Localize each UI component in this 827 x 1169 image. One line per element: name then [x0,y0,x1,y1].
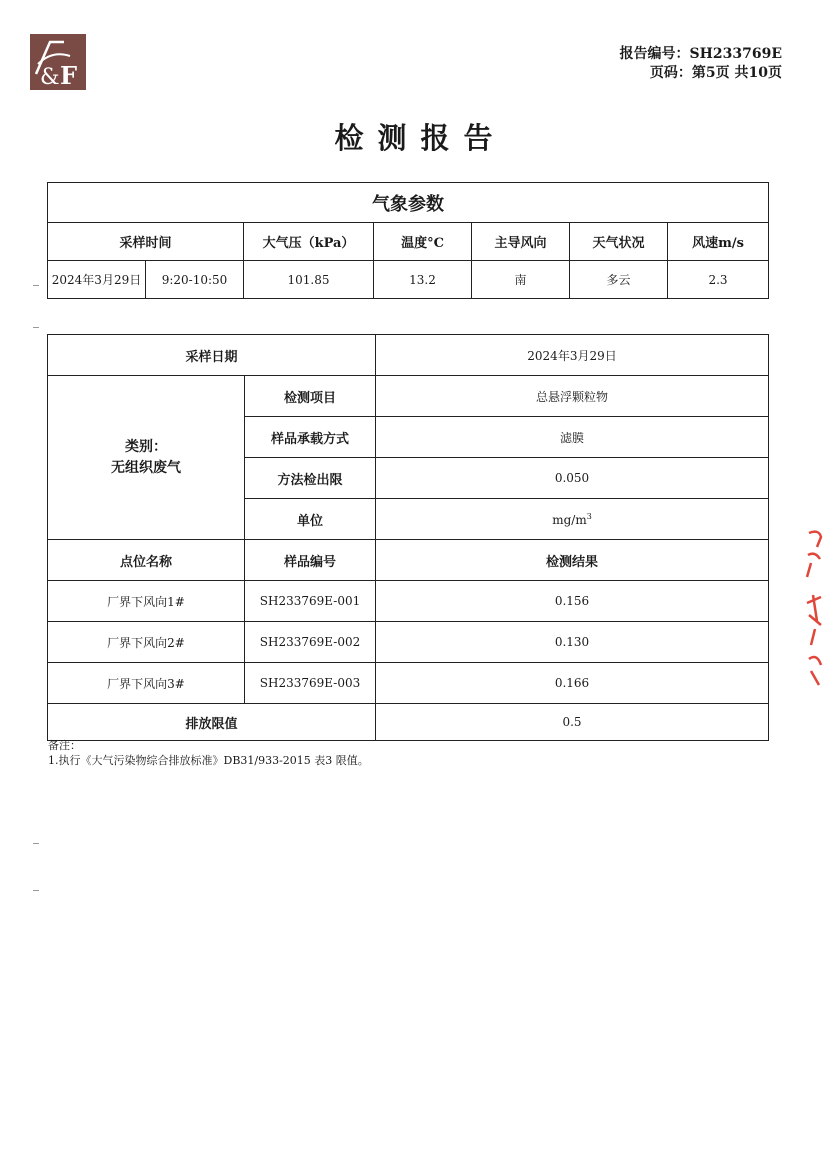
margin-mark [33,327,39,328]
emission-limit-value: 0.5 [376,704,769,741]
weather-condition: 多云 [570,261,668,299]
point-name: 厂界下风向1# [48,581,245,622]
company-logo [30,34,86,90]
page-number: 页码：第5页 共10页 [649,65,782,81]
results-table [47,334,769,741]
unit-value-cell [376,499,769,540]
unit-label: 单位 [245,499,376,540]
header-sample-no: 样品编号 [245,540,376,581]
svg-text:&: & [40,65,60,90]
margin-mark [33,285,39,286]
item-value: 总悬浮颗粒物 [376,376,769,417]
header-pressure: 大气压（kPa） [244,223,374,261]
table-row [48,581,769,622]
point-name: 厂界下风向2# [48,622,245,663]
weather-time: 9:20-10:50 [146,261,244,299]
point-name: 厂界下风向3# [48,663,245,704]
weather-table [47,182,769,299]
header-result: 检测结果 [376,540,769,581]
weather-wind-speed: 2.3 [668,261,769,299]
note-item: 1.执行《大气污染物综合排放标准》DB31/933-2015 表3 限值。 [48,754,369,767]
carrier-value: 滤膜 [376,417,769,458]
item-label: 检测项目 [245,376,376,417]
notes [48,738,369,768]
weather-date: 2024年3月29日 [48,261,146,299]
sample-no: SH233769E-002 [245,622,376,663]
result-value: 0.166 [376,663,769,704]
sample-no: SH233769E-001 [245,581,376,622]
result-value: 0.156 [376,581,769,622]
notes-label: 备注： [48,739,81,752]
header-wind-direction: 主导风向 [472,223,570,261]
page-title: 检测报告 [334,121,507,155]
header-sampling-time: 采样时间 [48,223,244,261]
header-weather-condition: 天气状况 [570,223,668,261]
detection-limit-value: 0.050 [376,458,769,499]
header-point-name: 点位名称 [48,540,245,581]
sampling-date-label: 采样日期 [48,335,376,376]
unit-value: mg/m [552,512,587,527]
detection-limit-label: 方法检出限 [245,458,376,499]
carrier-label: 样品承载方式 [245,417,376,458]
margin-mark [33,843,39,844]
sampling-date-value: 2024年3月29日 [376,335,769,376]
weather-pressure: 101.85 [244,261,374,299]
svg-text:F: F [60,61,78,90]
category-value: 无组织废气 [111,459,181,476]
emission-limit-label: 排放限值 [48,704,376,741]
margin-mark [33,890,39,891]
weather-wind-direction: 南 [472,261,570,299]
table-row [48,663,769,704]
report-number: 报告编号：SH233769E [619,46,782,62]
table-row [48,622,769,663]
logo-graphic [30,34,86,90]
weather-temperature: 13.2 [374,261,472,299]
header-temperature: 温度°C [374,223,472,261]
unit-superscript: 3 [586,511,592,521]
category-cell [48,376,245,540]
weather-title: 气象参数 [48,183,769,223]
category-label: 类别： [125,438,167,455]
red-stamp-edge [803,525,825,690]
header-wind-speed: 风速m/s [668,223,769,261]
result-value: 0.130 [376,622,769,663]
sample-no: SH233769E-003 [245,663,376,704]
